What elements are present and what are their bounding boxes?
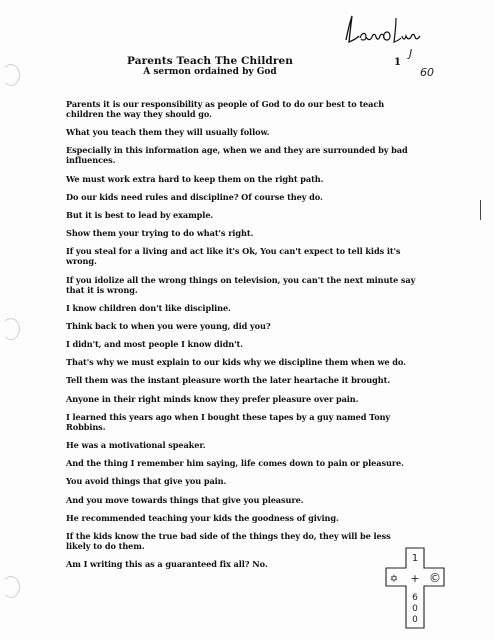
sermon-paragraph: Am I writing this as a guaranteed fix all? No. bbox=[66, 559, 268, 570]
document-title: Parents Teach The Children bbox=[127, 55, 293, 67]
sermon-paragraph: If you steal for a living and act like it's Ok, You can't expect to tell kids it's wrong. bbox=[66, 246, 401, 267]
hand-drawn-cross bbox=[384, 546, 446, 630]
sermon-paragraph: He recommended teaching your kids the goodness of giving. bbox=[66, 512, 339, 523]
sermon-paragraph: Think back to when you were young, did you? bbox=[66, 320, 271, 331]
sermon-paragraph: Show them your trying to do what's right. bbox=[66, 228, 254, 239]
cross-bottom-digit: 6 bbox=[412, 593, 418, 603]
punch-hole-middle bbox=[2, 318, 20, 340]
sermon-paragraph: I know children don't like discipline. bbox=[66, 302, 231, 313]
star-of-david-icon: ✡ bbox=[389, 574, 399, 585]
sermon-paragraph: Parents it is our responsibility as people of God to do our best to teach children the way they should go. bbox=[66, 99, 385, 119]
sermon-paragraph: You avoid things that give you pain. bbox=[66, 476, 227, 487]
sermon-paragraph: I didn't, and most people I know didn't. bbox=[66, 339, 243, 350]
copyright-circle-icon: © bbox=[429, 571, 441, 585]
cross-center-plus: + bbox=[410, 572, 420, 585]
margin-pen-mark bbox=[480, 200, 481, 220]
sermon-paragraph: And the thing I remember him saying, life comes down to pain or pleasure. bbox=[66, 458, 404, 469]
sermon-paragraph: I learned this years ago when I bought these tapes by a guy named Tony Robbins. bbox=[66, 411, 391, 432]
punch-hole-bottom bbox=[2, 576, 20, 598]
page-number: 1 bbox=[394, 57, 401, 68]
sermon-paragraph: He was a motivational speaker. bbox=[66, 440, 206, 450]
cross-top-numeral: 1 bbox=[411, 553, 419, 564]
sermon-paragraph: Do our kids need rules and discipline? Of course they do. bbox=[66, 191, 323, 202]
document-header bbox=[60, 55, 360, 77]
sermon-paragraph: That's why we must explain to our kids why we discipline them when we do. bbox=[66, 357, 406, 368]
handwritten-mark-60: 60 bbox=[420, 66, 434, 79]
sermon-paragraph: But it is best to lead by example. bbox=[66, 209, 214, 220]
sermon-paragraph: If you idolize all the wrong things on television, you can't the next minute say that it is wrong. bbox=[66, 274, 416, 295]
sermon-body bbox=[66, 99, 419, 577]
sermon-paragraph: And you move towards things that give you pleasure. bbox=[66, 494, 304, 505]
cross-bottom-digit: 0 bbox=[412, 604, 418, 614]
sermon-paragraph: Tell them was the instant pleasure worth the later heartache it brought. bbox=[66, 375, 391, 386]
sermon-paragraph: Especially in this information age, when we and they are surrounded by bad influences. bbox=[66, 145, 408, 166]
sermon-paragraph: We must work extra hard to keep them on the right path. bbox=[66, 173, 324, 184]
cross-bottom-digit: 0 bbox=[412, 615, 418, 625]
sermon-paragraph: If the kids know the true bad side of the things they do, they will be less likely to do them. bbox=[66, 530, 391, 551]
handwritten-mark-j: J bbox=[409, 47, 413, 60]
sermon-paragraph: What you teach them they will usually follow. bbox=[66, 127, 270, 138]
punch-hole-top bbox=[2, 64, 20, 86]
document-subtitle: A sermon ordained by God bbox=[143, 67, 277, 77]
sermon-paragraph: Anyone in their right minds know they prefer pleasure over pain. bbox=[66, 393, 359, 404]
handwritten-signature bbox=[342, 10, 422, 50]
